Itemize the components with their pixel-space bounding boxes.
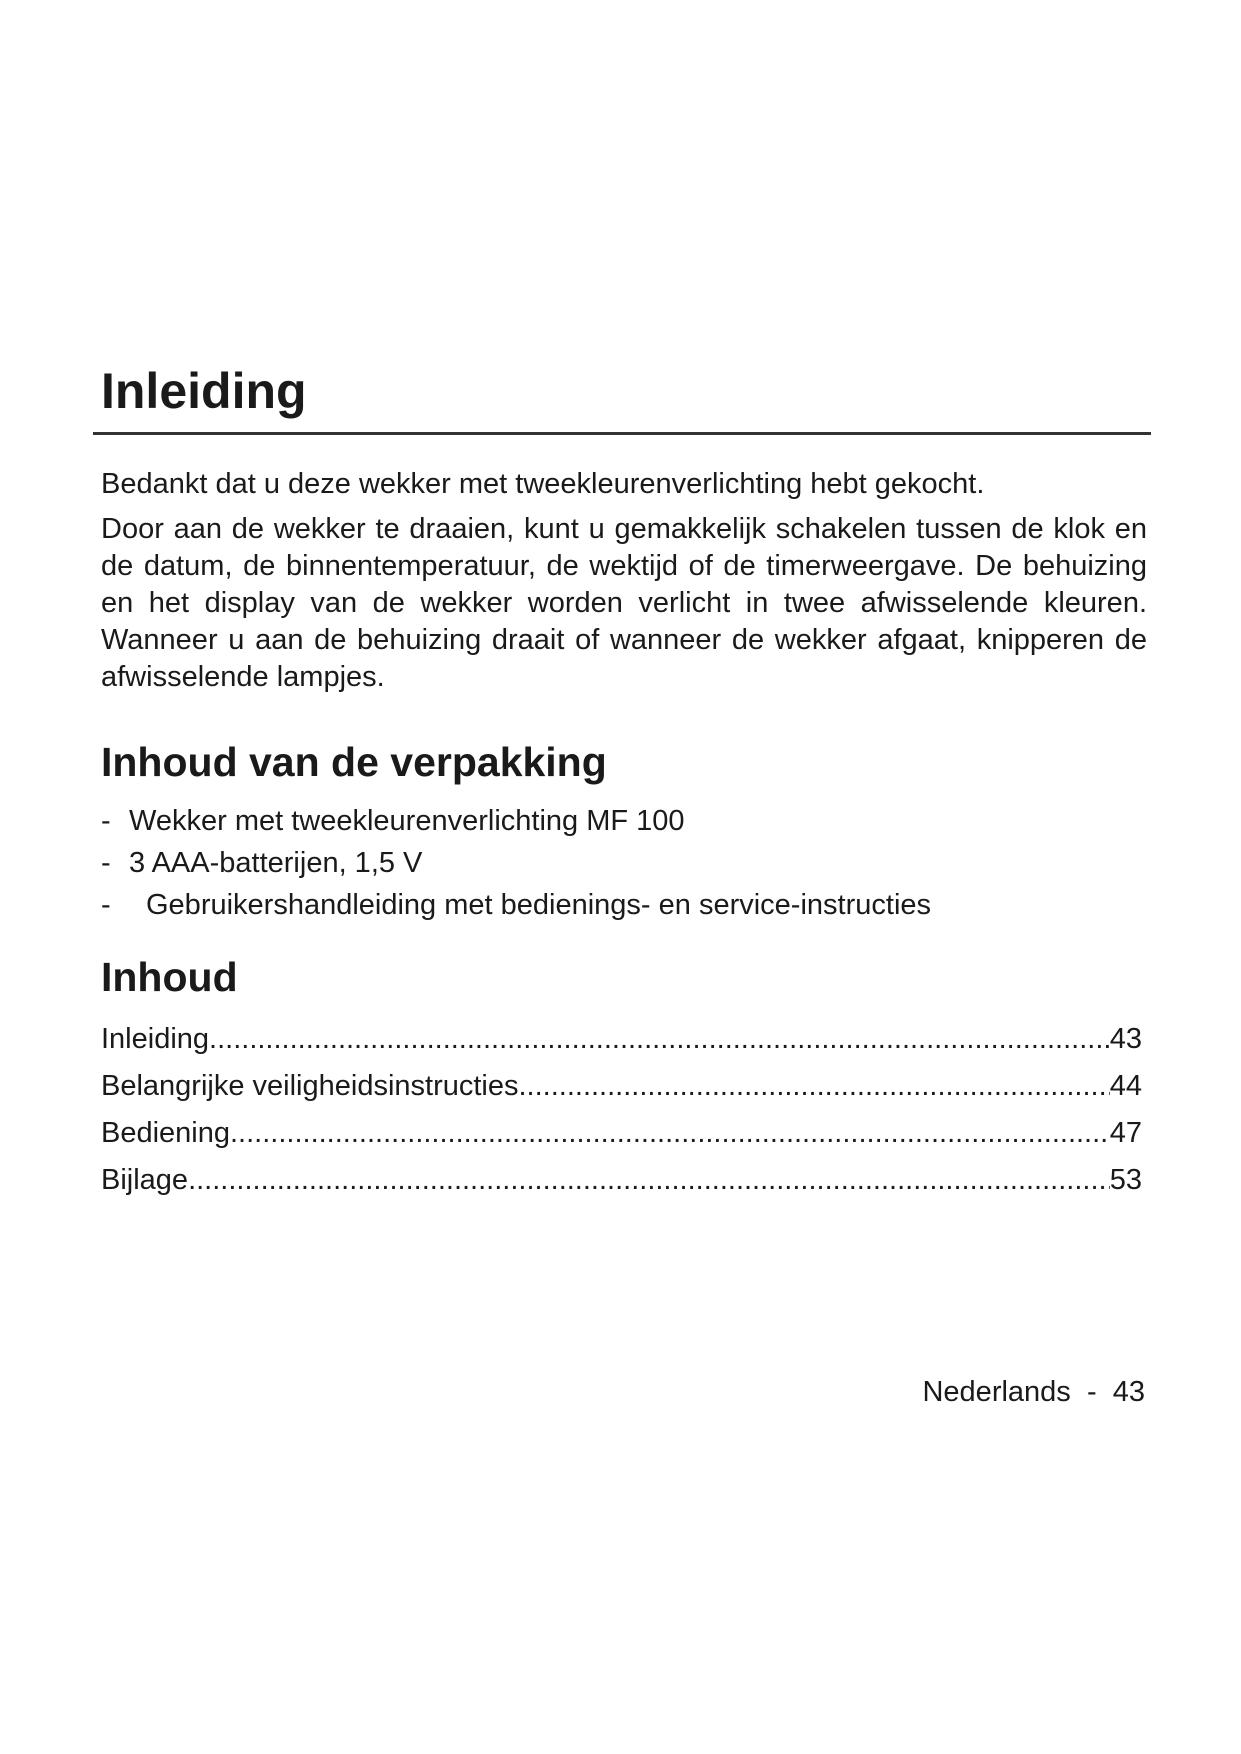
toc-entry-page: 43	[1109, 1023, 1142, 1055]
footer-separator: -	[1086, 1376, 1097, 1408]
toc-leader-dots	[209, 1016, 1110, 1063]
toc-leader-dots	[518, 1063, 1109, 1110]
toc-leader-dots	[188, 1157, 1110, 1204]
list-dash: -	[101, 805, 111, 837]
intro-paragraph: Door aan de wekker te draaien, kunt u gemakkelijk schakelen tussen de klok en de datum, de binnentemperatuur, de wektijd of de timerweergave. De behuizing en het display van de wekker worden verlicht in twee afwisselende kleuren. Wanneer u aan de behuizing draait of wanneer de wekker afgaat, knipperen de afwisselende lampjes.	[101, 513, 1147, 693]
toc-entry-label: Belangrijke veiligheidsinstructies	[101, 1070, 519, 1102]
toc-entry[interactable]	[101, 1110, 1142, 1157]
toc-entry-label: Inleiding	[101, 1023, 210, 1055]
toc-leader-dots	[230, 1110, 1110, 1157]
toc-entry-page: 47	[1109, 1117, 1142, 1149]
toc-entry[interactable]	[101, 1063, 1142, 1110]
list-item	[101, 842, 931, 884]
list-item-text: 3 AAA-batterijen, 1,5 V	[129, 847, 423, 879]
package-heading: Inhoud van de verpakking	[101, 739, 607, 785]
page-footer	[922, 1378, 1145, 1407]
toc-entry[interactable]	[101, 1016, 1142, 1063]
footer-page-number: 43	[1112, 1376, 1145, 1408]
toc-entry-label: Bijlage	[101, 1164, 189, 1196]
list-item	[101, 884, 931, 926]
list-item-text: Gebruikershandleiding met bedienings- en service-instructies	[146, 889, 932, 921]
page-title: Inleiding	[101, 363, 307, 419]
toc-entry-page: 44	[1109, 1070, 1142, 1102]
list-item-text: Wekker met tweekleurenverlichting MF 100	[129, 805, 685, 837]
list-item	[101, 800, 931, 842]
toc-entry-page: 53	[1109, 1164, 1142, 1196]
toc-entry-label: Bediening	[101, 1117, 230, 1149]
title-rule	[93, 432, 1151, 435]
footer-language: Nederlands	[922, 1376, 1071, 1408]
list-dash: -	[101, 847, 111, 879]
toc-entry[interactable]	[101, 1157, 1142, 1204]
toc-heading: Inhoud	[101, 954, 238, 1000]
intro-section	[101, 466, 1147, 704]
table-of-contents	[101, 1016, 1142, 1204]
intro-paragraph: Bedankt dat u deze wekker met tweekleurenverlichting hebt gekocht.	[101, 468, 985, 500]
list-dash: -	[101, 889, 111, 921]
package-list	[101, 800, 931, 926]
